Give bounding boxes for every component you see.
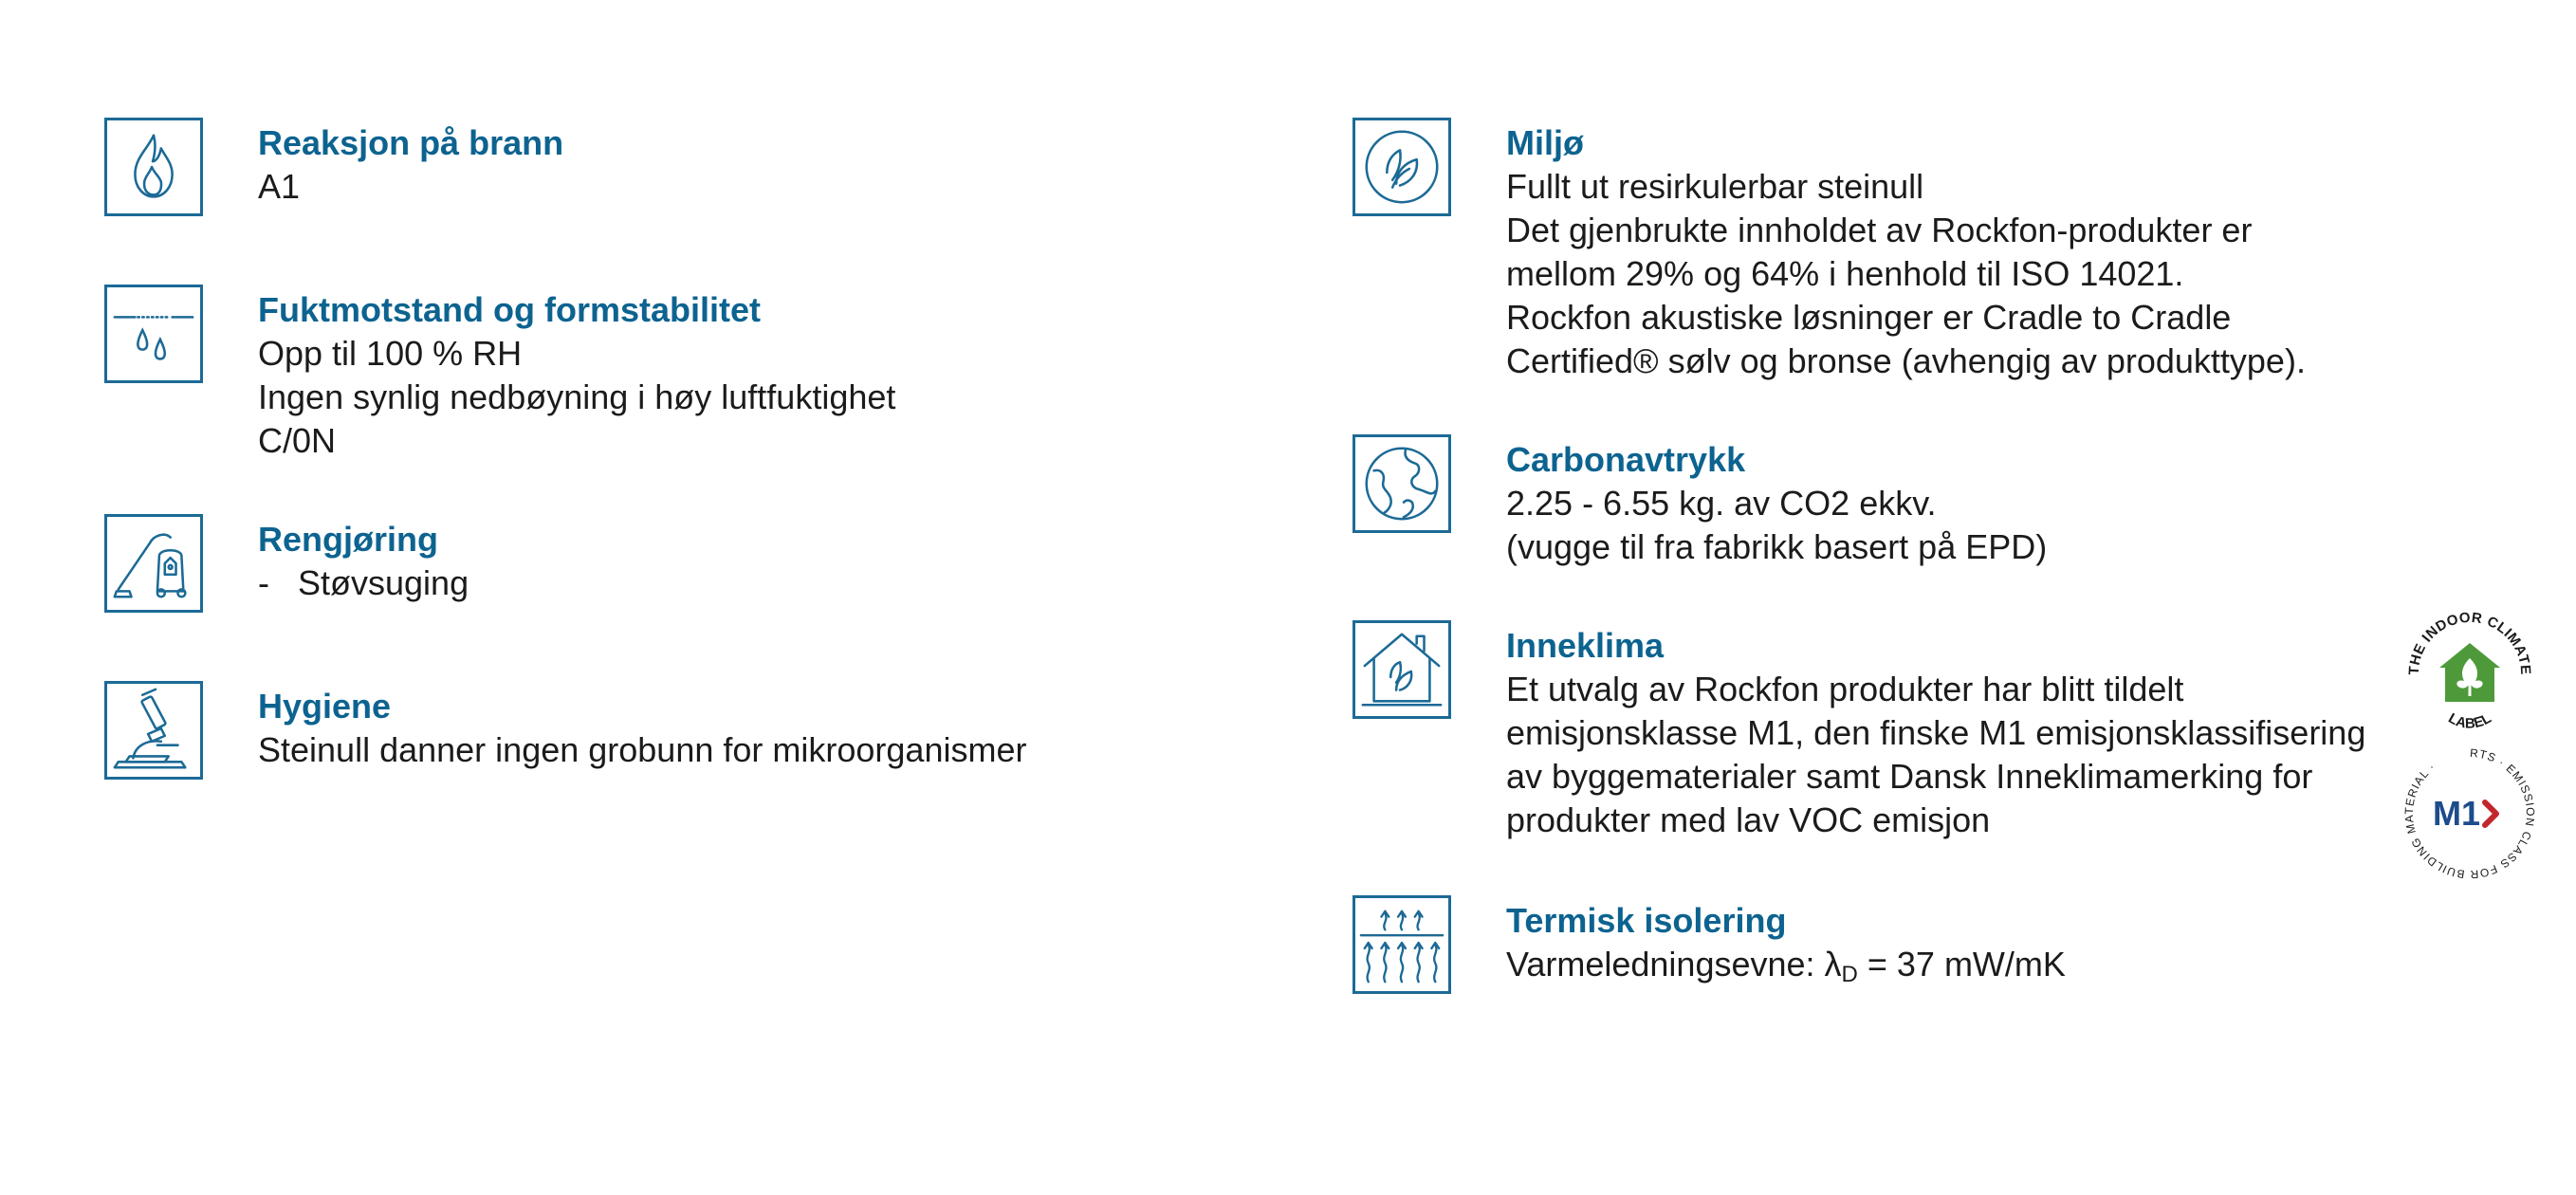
feature-text: Det gjenbrukte innholdet av Rockfon-produkter er [1506, 211, 2253, 249]
feature-text: produkter med lav VOC emisjon [1506, 800, 1991, 839]
thermal-insulation-icon [1352, 895, 1451, 994]
feature-title: Termisk isolering [1506, 901, 1787, 940]
house-leaf-icon [1352, 620, 1451, 719]
feature-title: Hygiene [258, 687, 392, 726]
m1-label: M1 [2432, 794, 2481, 833]
feature-title: Fuktmotstand og formstabilitet [258, 290, 761, 329]
feature-title: Miljø [1506, 123, 1584, 162]
m1-emission-class-badge [2401, 745, 2538, 882]
bullet-dash: - [258, 563, 269, 602]
thermal-conductivity-text: Varmeledningsevne: $\lambda_D = 37$ mW/mK [1506, 945, 2066, 987]
feature-text: Opp til 100 % RH [258, 334, 523, 373]
feature-text: Certified® sølv og bronse (avhengig av produkttype). [1506, 341, 2306, 380]
indoor-climate-label-badge [2405, 603, 2534, 734]
feature-title: Reaksjon på brann [258, 123, 564, 162]
feature-text: Fullt ut resirkulerbar steinull [1506, 167, 1924, 206]
feature-text: mellom 29% og 64% i henhold til ISO 14021. [1506, 254, 2184, 293]
feature-title: Inneklima [1506, 626, 1665, 665]
feature-text: av byggematerialer samt Dansk Inneklimamerking for [1506, 757, 2313, 796]
svg-text:THE INDOOR CLIMATE: THE INDOOR CLIMATE [2405, 609, 2534, 676]
feature-text: Ingen synlig nedbøyning i høy luftfuktighet [258, 377, 896, 416]
feature-text: Et utvalg av Rockfon produkter har blitt tildelt [1506, 670, 2184, 708]
svg-text:LABEL: LABEL [2445, 709, 2494, 732]
microscope-icon [104, 681, 203, 780]
vacuum-cleaner-icon [104, 514, 203, 613]
feature-title: Rengjøring [258, 520, 438, 559]
feature-title: Carbonavtrykk [1506, 440, 1746, 479]
feature-text: C/0N [258, 421, 337, 460]
feature-text: Steinull danner ingen grobunn for mikroorganismer [258, 730, 1027, 769]
feature-text: Rockfon akustiske løsninger er Cradle to Cradle [1506, 298, 2232, 337]
feature-text: 2.25 - 6.55 kg. av CO2 ekkv. [1506, 484, 1937, 523]
feature-text: (vugge til fra fabrikk basert på EPD) [1506, 527, 2048, 566]
leaf-circle-icon [1352, 118, 1451, 216]
fire-icon [104, 118, 203, 216]
moisture-icon [104, 285, 203, 383]
bullet-text: Støvsuging [298, 563, 469, 602]
globe-icon [1352, 434, 1451, 533]
m1-ring-text: RTS · EMISSION CLASS FOR BUILDING MATERIAL · [2401, 745, 2538, 882]
feature-bullet [258, 561, 1206, 605]
feature-text: A1 [258, 167, 301, 206]
feature-text: emisjonsklasse M1, den finske M1 emisjonsklassifisering [1506, 713, 2366, 752]
